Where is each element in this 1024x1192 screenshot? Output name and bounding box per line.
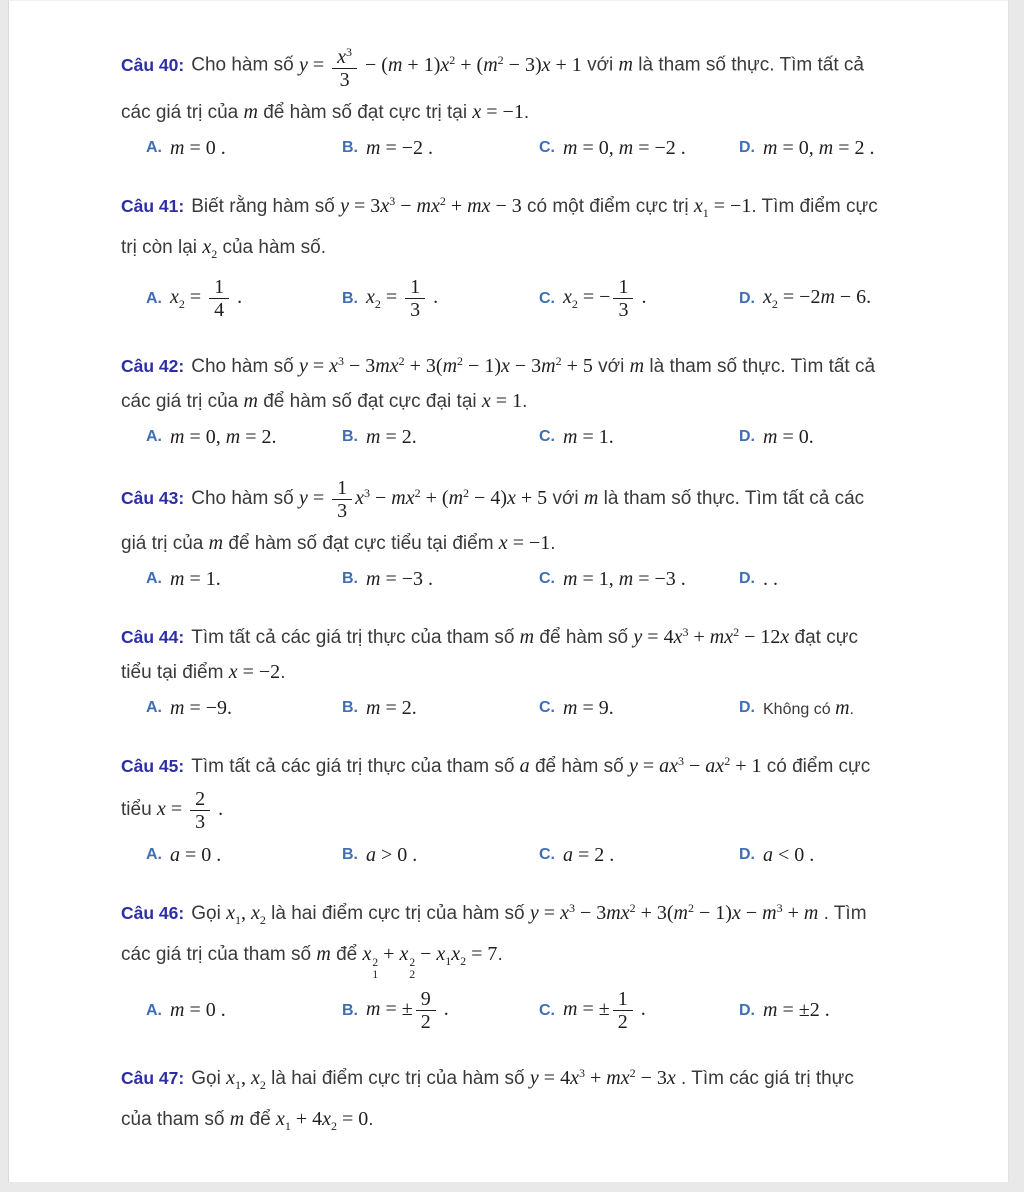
question-45-option-b xyxy=(342,840,539,870)
option-value xyxy=(366,844,417,867)
question-number-label: Câu 45: xyxy=(121,756,185,776)
option-value xyxy=(366,274,438,323)
math-segment: m xyxy=(243,101,258,123)
text-segment: . xyxy=(849,700,854,718)
text-segment: Gọi xyxy=(191,1068,227,1089)
question-42-line-1 xyxy=(121,346,896,382)
question-40-line-1 xyxy=(121,39,896,93)
page-bottom-edge xyxy=(0,1182,1024,1192)
math-segment: m = ±2 . xyxy=(763,999,830,1021)
math-segment: m = −9. xyxy=(170,696,233,719)
text-segment: Biết rằng hàm số xyxy=(191,196,341,217)
question-42-options-row xyxy=(146,422,896,452)
question-43-option-d xyxy=(739,564,896,594)
option-value xyxy=(170,568,221,591)
text-segment: với xyxy=(581,54,619,76)
option-letter: C. xyxy=(539,289,555,307)
question-42 xyxy=(121,346,896,452)
text-segment: Cho hàm số xyxy=(191,356,299,377)
fraction: $\frac{1}{3}$ xyxy=(613,276,633,321)
text-segment: tiểu tại điểm xyxy=(121,662,229,683)
math-segment: m = ± $\frac{9}{2}$ . xyxy=(366,988,449,1033)
text-segment: là tham số thực. Tìm tất cả xyxy=(633,54,864,76)
math-segment: y = $\frac{x^3}{3}$ − $(m + 1)x^2 + (m^2 - 3)x + 1$ xyxy=(299,54,582,76)
math-segment: x = −1 xyxy=(472,101,524,123)
math-segment: a < 0 . xyxy=(763,843,815,866)
math-segment: $y = x^3 - 3mx^2 + 3(m^2 - 1)x - m^3 + m$ xyxy=(529,901,819,924)
math-segment: m xyxy=(243,390,258,412)
fraction: $\frac{2}{3}$ xyxy=(190,788,210,833)
math-segment: m xyxy=(618,53,633,76)
option-value xyxy=(563,426,614,449)
question-43-line-2 xyxy=(121,528,896,559)
question-40-line-2 xyxy=(121,97,896,128)
math-segment: m = 0 . xyxy=(170,999,226,1021)
option-value xyxy=(170,274,242,323)
option-letter: B. xyxy=(342,699,358,716)
question-45-option-a xyxy=(146,840,342,870)
option-letter: D. xyxy=(739,570,755,587)
question-45 xyxy=(121,746,896,870)
question-number-label: Câu 46: xyxy=(121,903,185,923)
option-letter: A. xyxy=(146,846,162,863)
text-segment: . xyxy=(368,1109,374,1130)
question-43-option-b xyxy=(342,564,539,594)
question-number-label: Câu 40: xyxy=(121,54,185,75)
text-segment: để hàm số xyxy=(529,756,629,777)
text-segment: . Tìm điểm cực xyxy=(751,196,878,217)
math-segment: m xyxy=(519,626,535,648)
math-segment: m = 1. xyxy=(170,567,221,590)
fraction: $\frac{9}{2}$ xyxy=(416,988,436,1033)
math-segment: a xyxy=(519,755,530,777)
text-segment: . xyxy=(522,391,528,412)
question-44-line-1 xyxy=(121,617,896,653)
math-segment: x = $\frac{2}{3}$ . xyxy=(156,788,224,833)
supsub: 2 2 xyxy=(409,957,416,981)
text-segment: . xyxy=(497,944,503,965)
math-segment: m = 9. xyxy=(563,696,614,719)
math-segment: m = −3 . xyxy=(366,567,434,590)
text-segment: các giá trị của xyxy=(121,391,244,412)
option-letter: A. xyxy=(146,570,162,587)
math-segment: m = 2. xyxy=(366,696,417,719)
question-44-options-row xyxy=(146,693,896,723)
math-segment: x = 1 xyxy=(481,390,523,412)
question-45-option-c xyxy=(539,840,739,870)
question-40-option-a xyxy=(146,133,342,163)
question-43-line-1 xyxy=(121,475,896,524)
text-segment: là hai điểm cực trị của hàm số xyxy=(265,903,530,924)
question-43-option-a xyxy=(146,564,342,594)
text-segment: của tham số xyxy=(121,1109,230,1130)
question-41-line-2 xyxy=(121,232,896,269)
option-letter: C. xyxy=(539,699,555,716)
math-segment: y = $\frac{1}{3}$ $x^3 - mx^2 + (m^2 - 4)x + 5$ xyxy=(298,477,548,522)
question-40-option-b xyxy=(342,133,539,163)
question-41-option-d xyxy=(739,284,896,314)
question-44-option-c xyxy=(539,693,739,723)
option-letter: A. xyxy=(146,428,162,445)
text-segment: Tìm tất cả các giá trị thực của tham số xyxy=(191,756,520,777)
math-segment: m xyxy=(316,943,331,965)
text-segment: là hai điểm cực trị của hàm số xyxy=(265,1068,530,1089)
option-value xyxy=(563,274,646,323)
math-segment: $x_1$, $x_2$ xyxy=(226,1067,266,1092)
supsub: 2 1 xyxy=(372,957,379,981)
question-41-option-a xyxy=(146,274,342,323)
text-segment: là tham số thực. Tìm tất cả các xyxy=(598,488,865,510)
text-segment: các giá trị của xyxy=(121,102,244,123)
question-40-options-row xyxy=(146,133,896,163)
question-42-line-2 xyxy=(121,386,896,417)
option-letter: D. xyxy=(739,289,755,307)
option-value xyxy=(763,137,874,160)
option-letter: C. xyxy=(539,1001,555,1019)
question-45-line-2 xyxy=(121,786,896,835)
math-segment: $x_2$ xyxy=(202,236,218,261)
math-segment: m xyxy=(629,355,645,377)
fraction: $\frac{x^3}{3}$ xyxy=(332,41,357,91)
text-segment: với xyxy=(547,488,584,510)
option-value xyxy=(563,986,646,1035)
question-46 xyxy=(121,893,896,1035)
question-43 xyxy=(121,475,896,594)
question-43-options-row xyxy=(146,564,896,594)
question-43-option-c xyxy=(539,564,739,594)
question-40-option-d xyxy=(739,133,896,163)
math-segment: m xyxy=(583,487,599,510)
option-letter: D. xyxy=(739,1001,755,1019)
question-number-label: Câu 47: xyxy=(121,1068,185,1088)
text-segment: Cho hàm số xyxy=(191,488,299,510)
option-value xyxy=(563,137,686,160)
question-40-option-c xyxy=(539,133,739,163)
option-value xyxy=(763,697,854,720)
text-segment: Cho hàm số xyxy=(191,54,299,76)
option-letter: C. xyxy=(539,846,555,863)
option-value xyxy=(366,137,433,160)
option-value xyxy=(170,426,276,449)
text-segment: là tham số thực. Tìm tất cả xyxy=(644,356,876,377)
question-number-label: Câu 41: xyxy=(121,196,185,216)
text-segment: có một điểm cực trị xyxy=(521,196,694,217)
option-letter: B. xyxy=(342,428,358,445)
math-segment: $x_2$ = $\frac{1}{4}$ . xyxy=(170,276,243,321)
text-segment: có điểm cực xyxy=(761,756,871,777)
math-segment: m = 0, m = 2 . xyxy=(763,136,875,159)
option-letter: A. xyxy=(146,1001,162,1019)
math-segment: $x_2$ = − $\frac{1}{3}$ . xyxy=(563,276,647,321)
text-segment: để hàm số đạt cực tiểu tại điểm xyxy=(223,533,499,554)
text-segment: để hàm số đạt cực trị tại xyxy=(257,102,473,123)
math-segment: m = 0 . xyxy=(170,136,226,159)
option-letter: C. xyxy=(539,428,555,445)
text-segment: để hàm số đạt cực đại tại xyxy=(257,391,482,412)
question-46-option-a xyxy=(146,996,342,1026)
text-segment: Gọi xyxy=(191,903,227,924)
text-segment: giá trị của xyxy=(121,533,209,554)
text-segment: các giá trị của tham số xyxy=(121,944,317,965)
question-41-line-1 xyxy=(121,186,896,228)
text-segment: tiểu xyxy=(121,799,157,821)
math-segment: $x_1$, $x_2$ xyxy=(226,902,266,927)
option-letter: A. xyxy=(146,699,162,716)
question-46-option-c xyxy=(539,986,739,1035)
math-segment: $x_2 = -2m - 6$. xyxy=(763,285,872,311)
question-47 xyxy=(121,1058,896,1141)
option-letter: D. xyxy=(739,846,755,863)
text-segment: . xyxy=(550,533,556,554)
option-value xyxy=(366,568,433,591)
option-letter: A. xyxy=(146,289,162,307)
question-44-option-a xyxy=(146,693,342,723)
math-segment: x 2 1 + x 2 2 − $x_1x_2 = 7$ xyxy=(362,943,498,981)
math-segment: m = ± $\frac{1}{2}$ . xyxy=(563,988,646,1033)
question-number-label: Câu 42: xyxy=(121,356,185,376)
text-segment: Tìm tất cả các giá trị thực của tham số xyxy=(191,627,520,648)
question-47-line-1 xyxy=(121,1058,896,1100)
option-value xyxy=(366,697,417,720)
question-46-options-row xyxy=(146,986,896,1035)
math-segment: m = 2. xyxy=(366,425,417,448)
option-value xyxy=(563,697,614,720)
math-segment: m = −2 . xyxy=(366,136,434,159)
option-value xyxy=(366,986,449,1035)
math-segment: $x_1 = -1$ xyxy=(693,195,752,220)
question-40 xyxy=(121,39,896,163)
question-46-line-2 xyxy=(121,939,896,981)
option-value xyxy=(763,286,871,312)
fraction: $\frac{1}{2}$ xyxy=(613,988,633,1033)
math-segment: $x_1 + 4x_2 = 0$ xyxy=(275,1108,369,1133)
option-letter: B. xyxy=(342,570,358,587)
math-segment: a = 0 . xyxy=(170,843,222,866)
question-47-line-2 xyxy=(121,1104,896,1141)
document-page xyxy=(8,0,1009,1182)
math-segment: a > 0 . xyxy=(366,843,418,866)
option-value xyxy=(763,999,830,1022)
option-letter: B. xyxy=(342,1001,358,1019)
question-45-options-row xyxy=(146,840,896,870)
question-46-line-1 xyxy=(121,893,896,935)
option-value xyxy=(563,568,686,591)
math-segment: m xyxy=(208,532,224,554)
option-letter: B. xyxy=(342,139,358,156)
math-segment: m = 0. xyxy=(763,425,814,448)
question-42-option-c xyxy=(539,422,739,452)
option-letter: C. xyxy=(539,570,555,587)
math-segment: $x_2$ = $\frac{1}{3}$ . xyxy=(366,276,439,321)
option-value xyxy=(763,844,814,867)
option-letter: D. xyxy=(739,428,755,445)
option-value xyxy=(170,137,226,160)
text-segment: của hàm số. xyxy=(217,237,326,258)
math-segment: $y = 3x^3 - mx^2$ + mx − 3 xyxy=(340,194,522,217)
question-46-option-d xyxy=(739,996,896,1026)
option-value xyxy=(763,568,778,591)
question-44-line-2 xyxy=(121,657,896,688)
option-letter: D. xyxy=(739,699,755,716)
question-42-option-b xyxy=(342,422,539,452)
math-segment: . . xyxy=(763,567,778,590)
question-45-option-d xyxy=(739,840,896,870)
math-segment: m xyxy=(835,696,850,719)
question-44-option-d xyxy=(739,693,896,723)
math-segment: m xyxy=(229,1108,245,1130)
fraction: $\frac{1}{3}$ xyxy=(405,276,425,321)
option-value xyxy=(170,697,232,720)
question-42-option-d xyxy=(739,422,896,452)
question-45-line-1 xyxy=(121,746,896,782)
option-letter: B. xyxy=(342,289,358,307)
question-number-label: Câu 44: xyxy=(121,627,185,647)
math-segment: $y = 4x^3 + mx^2 - 3x$ xyxy=(529,1066,676,1089)
question-42-option-a xyxy=(146,422,342,452)
math-segment: x = −1 xyxy=(498,532,551,554)
text-segment: . Tìm xyxy=(818,903,867,924)
text-segment: với xyxy=(592,356,630,377)
math-segment: m = 1. xyxy=(563,425,614,448)
math-segment: m = 0, m = 2. xyxy=(170,425,277,448)
question-44 xyxy=(121,617,896,723)
option-value xyxy=(366,426,417,449)
question-41-option-b xyxy=(342,274,539,323)
option-letter: D. xyxy=(739,139,755,156)
option-value xyxy=(763,426,814,449)
option-value xyxy=(170,844,221,867)
option-value xyxy=(170,999,226,1022)
text-segment: Không có xyxy=(763,700,836,718)
math-segment: $y = x^3 - 3mx^2 + 3(m^2 - 1)x - 3m^2 + 5$ xyxy=(298,354,593,377)
question-41-options-row xyxy=(146,274,896,323)
math-segment: x = −2 xyxy=(228,661,281,683)
text-segment: đạt cực xyxy=(789,627,858,648)
question-41-option-c xyxy=(539,274,739,323)
text-segment: . xyxy=(280,662,286,683)
math-segment: $y = 4x^3 + mx^2 - 12x$ xyxy=(633,625,790,648)
text-segment: để hàm số xyxy=(534,627,634,648)
fraction: $\frac{1}{3}$ xyxy=(332,477,352,522)
text-segment: để xyxy=(330,944,363,965)
question-41 xyxy=(121,186,896,323)
text-segment: . xyxy=(523,102,530,123)
text-segment: . Tìm các giá trị thực xyxy=(675,1068,854,1089)
question-46-option-b xyxy=(342,986,539,1035)
math-segment: a = 2 . xyxy=(563,843,615,866)
text-segment: để xyxy=(244,1109,276,1130)
math-segment: m = 0, m = −2 . xyxy=(563,136,686,159)
questions-container xyxy=(9,1,1008,1141)
option-letter: A. xyxy=(146,139,162,156)
option-letter: C. xyxy=(539,139,555,156)
option-value xyxy=(563,844,614,867)
math-segment: m = 1, m = −3 . xyxy=(563,567,686,590)
question-number-label: Câu 43: xyxy=(121,488,185,509)
text-segment: trị còn lại xyxy=(121,237,203,258)
fraction: $\frac{1}{4}$ xyxy=(209,276,229,321)
question-44-option-b xyxy=(342,693,539,723)
option-letter: B. xyxy=(342,846,358,863)
math-segment: $y = ax^3 - ax^2 + 1$ xyxy=(628,754,762,777)
